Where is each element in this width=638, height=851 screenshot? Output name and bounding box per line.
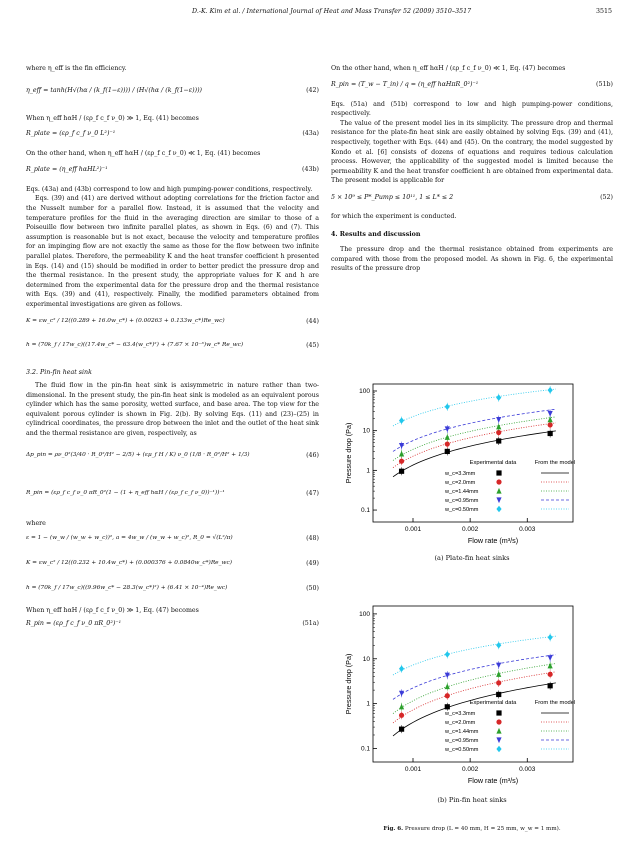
- x-axis-label: Flow rate (m³/s): [467, 776, 519, 785]
- legend-label: w_c=1.44mm: [445, 489, 479, 495]
- legend-label: w_c=2.0mm: [445, 480, 476, 486]
- left-column: [26, 64, 319, 630]
- equation-number: (43b): [302, 165, 319, 173]
- legend-label: w_c=3.3mm: [445, 711, 476, 717]
- paragraph: Eqs. (43a) and (43b) correspond to low and high pumping-power conditions, respectively.: [26, 185, 313, 193]
- x-tick-label: 0.003: [519, 526, 536, 533]
- figure-caption-text: Pressure drop (L = 40 mm, H = 25 mm, w_w = 1 mm).: [404, 826, 561, 832]
- figure-6b: [331, 596, 613, 804]
- legend-header: From the model: [534, 460, 576, 466]
- equation-text: R_pin = (T_w − T_in) / q = (η_eff hαHπR_0²)⁻¹: [331, 80, 479, 88]
- y-tick-label: 100: [359, 387, 370, 395]
- legend-marker: [496, 479, 501, 484]
- section-heading: 3.2. Pin-fin heat sink: [26, 368, 92, 376]
- legend-header: Experimental data: [469, 460, 517, 466]
- equation-47: [26, 479, 319, 519]
- equation-text: K = εw_c² / 12((0.232 + 10.4w_c*) + (0.000376 + 0.0840w_c*)Re_wc): [26, 560, 232, 567]
- equation-text: ε = 1 − (w_w / (w_w + w_c))², a = 4w_w / (w_w + w_c)², R_0 = √(L²/π): [26, 535, 233, 542]
- equation-text: h = (70k_f / 17w_c)((17.4w_c* − 63.4(w_c*)²) + (7.67 × 10⁻³)w_c* Re_wc): [26, 341, 244, 348]
- journal-header: D.-K. Kim et al. / International Journal of Heat and Mass Transfer 52 (2009) 3510–3517: [192, 8, 472, 15]
- legend-label: w_c=0.50mm: [445, 747, 479, 753]
- equation-42: [26, 74, 319, 114]
- model-curve: [393, 664, 556, 714]
- x-axis-label: Flow rate (m³/s): [467, 536, 519, 545]
- paragraph: The fluid flow in the pin-fin heat sink is axisymmetric in nature rather than two-dimensional. In the present study, the pin-fin heat sink is modeled as an equivalent porous cylinder which has the same porosity, wetted surface, and base area. The top view for the equivalent porous cylinder is shown in Fig. 2(b). By solving Eqs. (11) and (23)–(25) in cylindrical coordinates, the pressure drop between the inlet and the outlet of the heat sink and the thermal resistance are given, respectively, as: [26, 382, 319, 438]
- equation-46: [26, 439, 319, 479]
- legend-label: w_c=0.95mm: [445, 738, 479, 744]
- legend-marker: [496, 506, 501, 512]
- x-tick-label: 0.001: [404, 766, 422, 773]
- y-tick-label: 1: [366, 467, 370, 475]
- figure-label: Fig. 6.: [383, 826, 404, 832]
- equation-text: h = (70k_f / 17w_c)((9.96w_c* − 28.3(w_c*)²) + (6.41 × 10⁻⁴)Re_wc): [26, 585, 228, 592]
- y-tick-label: 100: [359, 610, 370, 618]
- equation-text: R_plate = (ερ_f c_f ν_0 L²)⁻¹: [26, 130, 116, 138]
- equation-50: [26, 580, 319, 606]
- paragraph: for which the experiment is conducted.: [331, 212, 457, 220]
- figure-6a: [331, 378, 613, 562]
- equation-52: [331, 186, 613, 212]
- equation-number: (43a): [302, 130, 319, 138]
- equation-text: R_pin = (ερ_f c_f ν_0 πR_0²(1 − (1 + η_eff hαH / (ερ_f c_f ν_0))⁻¹))⁻¹: [26, 489, 225, 496]
- equation-text: η_eff = tanh(H√(hα / (k_f(1−ε)))) / (H√(hα / (k_f(1−ε)))): [26, 86, 202, 94]
- x-tick-label: 0.001: [404, 526, 422, 533]
- figure-caption: [331, 826, 613, 832]
- equation-number: (44): [306, 317, 319, 325]
- paragraph: where η_eff is the fin efficiency.: [26, 65, 127, 72]
- x-tick-label: 0.003: [519, 766, 536, 773]
- legend-marker: [496, 737, 501, 743]
- paragraph: When η_eff hαH / (ερ_f c_f ν_0) ≫ 1, Eq. (41) becomes: [26, 114, 199, 122]
- chart-pin-fin: [331, 596, 613, 796]
- y-tick-label: 0.1: [360, 745, 370, 753]
- paragraph: On the other hand, when η_eff hαH / (ερ_f c_f ν_0) ≪ 1, Eq. (41) becomes: [26, 150, 261, 158]
- legend-label: w_c=0.50mm: [445, 507, 479, 513]
- section-heading: 4. Results and discussion: [331, 230, 421, 238]
- equation-51b: [331, 74, 613, 100]
- y-tick-label: 10: [362, 655, 370, 663]
- legend-label: w_c=1.44mm: [445, 729, 479, 735]
- chart-plate-fin: [331, 378, 613, 554]
- subfigure-caption: (b) Pin-fin heat sinks: [437, 796, 507, 804]
- paragraph: Eqs. (39) and (41) are derived without adopting correlations for the friction factor and the Nusselt number for a parallel flow. Instead, it is assumed that the velocity and temperature profiles for the fluid in the averaging direction are similar to those of a Poiseuille flow between two infinite parallel plates, as shown in Eqs. (6) and (7). This assumption is reasonable but is not exact, because the velocity and temperature profiles for an impinging flow are not exactly the same as those for the flow between two infinite parallel plates. Therefore, the permeability K and the heat transfer coefficient h presented in Eqs. (14) and (15) should be modified in order to better predict the pressure drop and the thermal resistance. In the present study, the appropriate values for K and h are determined from the experimental data for the pressure drop and the thermal resistance with Eqs. (39) and (41), respectively. Finally, the modified parameters obtained from experimental investigations are given as follows.: [26, 195, 319, 308]
- legend-label: w_c=0.95mm: [445, 498, 479, 504]
- equation-text: R_plate = (η_eff hαHL²)⁻¹: [26, 165, 108, 173]
- legend-marker: [496, 710, 501, 715]
- y-axis-label: Pressure drop (Pa): [344, 653, 353, 715]
- y-tick-label: 0.1: [360, 507, 370, 515]
- legend-label: w_c=3.3mm: [445, 471, 476, 477]
- paragraph: where: [26, 519, 46, 527]
- equation-43b: [26, 159, 319, 185]
- legend-label: w_c=2.0mm: [445, 720, 476, 726]
- equation-text: R_pin = (ερ_f c_f ν_0 πR_0²)⁻¹: [26, 619, 122, 627]
- paragraph: When η_eff hαH / (ερ_f c_f ν_0) ≫ 1, Eq. (47) becomes: [26, 607, 199, 615]
- running-header: [0, 8, 638, 22]
- y-tick-label: 1: [366, 700, 370, 708]
- equation-number: (42): [306, 86, 319, 94]
- legend-header: From the model: [534, 700, 576, 706]
- legend-marker: [496, 497, 501, 503]
- y-axis-label: Pressure drop (Pa): [344, 422, 353, 484]
- legend-marker: [496, 746, 501, 752]
- page-number: 3515: [595, 8, 612, 15]
- equation-48: [26, 528, 319, 554]
- equation-44: [26, 310, 319, 336]
- equation-51a: [26, 616, 319, 630]
- equation-number: (49): [306, 560, 319, 568]
- paragraph: The pressure drop and the thermal resistance obtained from experiments are compared with those from the proposed model. As shown in Fig. 6, the experimental results of the pressure drop: [331, 246, 613, 273]
- paragraph: Eqs. (51a) and (51b) correspond to low and high pumping-power conditions, respectively.: [331, 100, 613, 118]
- paragraph: On the other hand, when η_eff hαH / (ερ_f c_f ν_0) ≪ 1, Eq. (47) becomes: [331, 65, 566, 72]
- y-tick-label: 10: [362, 427, 370, 435]
- legend-marker: [496, 719, 501, 724]
- legend-marker: [496, 488, 501, 494]
- equation-text: Δp_pin = ρν_0²(3/40 · R_0²/H² − 2/5) + (εμ_f H / K) ν_0 (1/8 · R_0²/H² + 1/3): [26, 451, 250, 458]
- equation-number: (45): [306, 341, 319, 349]
- equation-45: [26, 336, 319, 362]
- equation-text: 5 × 10⁹ ≤ P*_Pump ≤ 10¹¹, 1 ≤ L* ≤ 2: [331, 193, 454, 201]
- equation-number: (50): [306, 585, 319, 593]
- x-tick-label: 0.002: [462, 766, 479, 773]
- model-curve: [393, 655, 556, 700]
- equation-number: (51b): [596, 80, 613, 88]
- equation-number: (47): [306, 489, 319, 497]
- equation-43a: [26, 123, 319, 149]
- legend-marker: [496, 470, 501, 475]
- equation-text: K = εw_c² / 12((0.289 + 16.0w_c*) + (0.00263 + 0.133w_c*)Re_wc): [26, 317, 225, 324]
- legend-marker: [496, 728, 501, 734]
- right-column: [331, 64, 613, 274]
- equation-number: (52): [600, 193, 613, 201]
- equation-number: (48): [306, 535, 319, 543]
- equation-49: [26, 554, 319, 580]
- paragraph: The value of the present model lies in its simplicity. The pressure drop and thermal resistance for the plate-fin heat sink are easily obtained by solving Eqs. (39) and (41), respectively, together with Eqs. (44) and (45). On the contrary, the model suggested by Kondo et al. [6] consists of dozens of equations and requires tedious calculation process. However, the applicability of the suggested model is limited because the permeability K and the heat transfer coefficient h are obtained from experimental data. The present model is applicable for: [331, 119, 613, 185]
- model-curve: [393, 636, 556, 675]
- subfigure-caption: (a) Plate-fin heat sinks: [434, 554, 510, 562]
- equation-number: (51a): [302, 619, 319, 627]
- equation-number: (46): [306, 451, 319, 459]
- legend-header: Experimental data: [469, 700, 517, 706]
- x-tick-label: 0.002: [462, 526, 479, 533]
